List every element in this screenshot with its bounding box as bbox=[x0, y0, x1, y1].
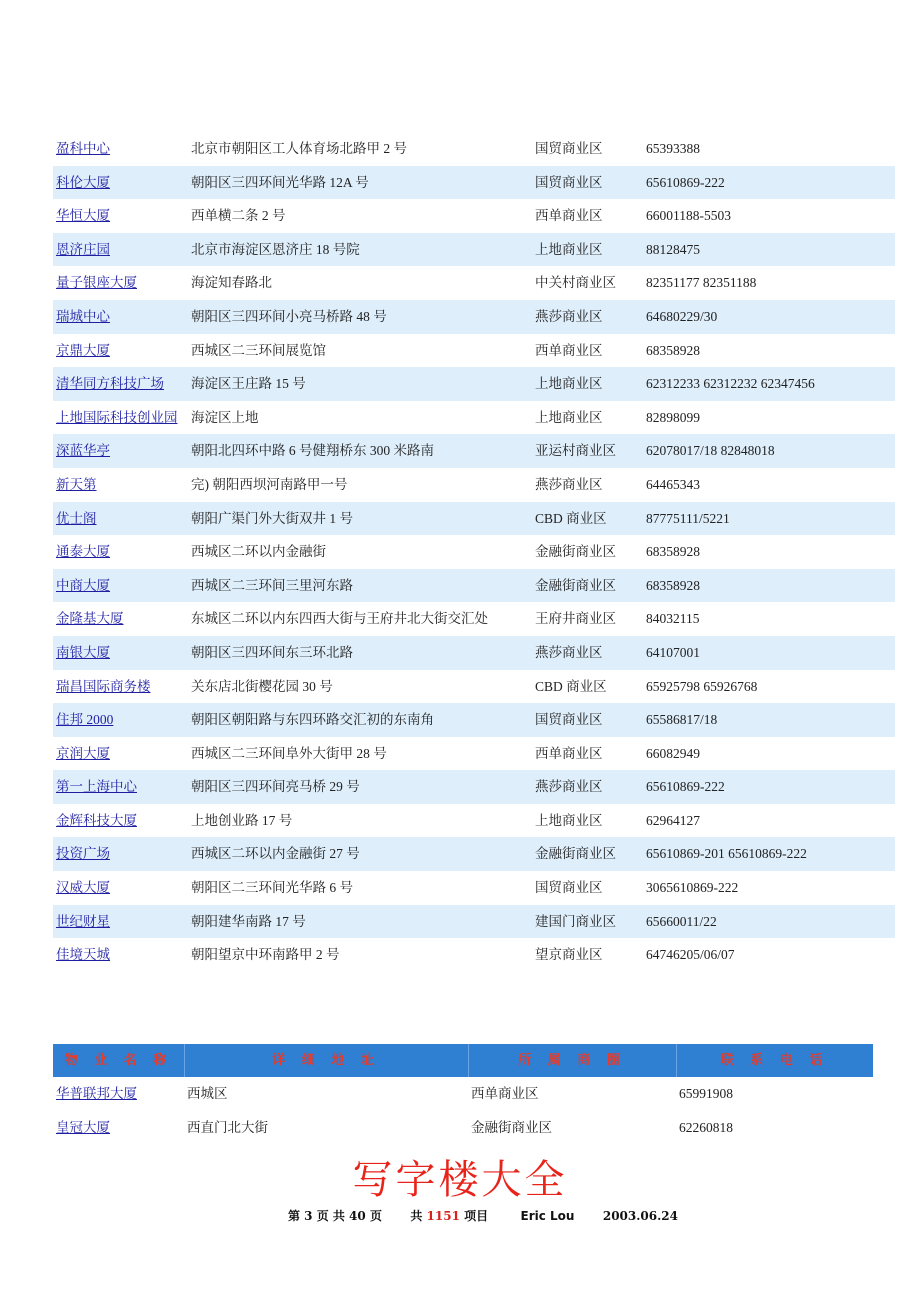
phone-cell: 64107001 bbox=[646, 644, 700, 660]
address-cell: 西城区二三环间三里河东路 bbox=[191, 577, 353, 593]
district-cell: 中关村商业区 bbox=[535, 275, 616, 291]
property-name-link[interactable]: 清华同方科技广场 bbox=[56, 376, 164, 392]
date: 2003.06.24 bbox=[602, 1209, 678, 1223]
phone-cell: 65610869-222 bbox=[646, 174, 725, 190]
table-row bbox=[53, 300, 895, 334]
phone-cell: 65925798 65926768 bbox=[646, 678, 758, 694]
phone-cell: 82351177 82351188 bbox=[646, 275, 757, 291]
table-row bbox=[53, 837, 895, 871]
address-cell: 朝阳区二三环间光华路 6 号 bbox=[191, 880, 353, 896]
phone-cell: 62078017/18 82848018 bbox=[646, 443, 775, 459]
header-name: 物 业 名 称 bbox=[53, 1044, 185, 1077]
header-district: 所 属 商 圈 bbox=[468, 1044, 677, 1077]
address-cell: 西单横二条 2 号 bbox=[191, 208, 286, 224]
property-name-link[interactable]: 通泰大厦 bbox=[56, 544, 110, 560]
address-cell: 海淀区王庄路 15 号 bbox=[191, 376, 306, 392]
phone-cell: 68358928 bbox=[646, 342, 700, 358]
table-row bbox=[53, 1111, 873, 1145]
address-cell: 海淀区上地 bbox=[191, 409, 259, 425]
property-name-link[interactable]: 中商大厦 bbox=[56, 577, 110, 593]
table-row bbox=[53, 535, 895, 569]
phone-cell: 68358928 bbox=[646, 544, 700, 560]
district-cell: 金融街商业区 bbox=[535, 544, 616, 560]
phone-cell: 84032115 bbox=[646, 611, 700, 627]
address-cell: 西直门北大街 bbox=[187, 1120, 268, 1135]
table-row bbox=[53, 770, 895, 804]
address-cell: 朝阳区三四环间小亮马桥路 48 号 bbox=[191, 308, 387, 324]
total-count: 1151 bbox=[426, 1209, 460, 1223]
table-row bbox=[53, 132, 895, 166]
phone-cell: 66082949 bbox=[646, 745, 700, 761]
table-row bbox=[53, 166, 895, 200]
property-name-link[interactable]: 优士阁 bbox=[56, 510, 97, 526]
district-cell: 建国门商业区 bbox=[535, 913, 616, 929]
district-cell: 燕莎商业区 bbox=[535, 644, 603, 660]
address-cell: 西城区二环以内金融街 27 号 bbox=[191, 846, 360, 862]
header-address: 详 细 地 址 bbox=[184, 1044, 469, 1077]
district-cell: 王府井商业区 bbox=[535, 611, 616, 627]
table-row bbox=[53, 334, 895, 368]
property-name-link[interactable]: 皇冠大厦 bbox=[56, 1120, 110, 1135]
table-row bbox=[53, 670, 895, 704]
total-prefix: 共 bbox=[410, 1209, 423, 1223]
phone-cell: 65586817/18 bbox=[646, 712, 718, 728]
property-name-link[interactable]: 汉威大厦 bbox=[56, 880, 110, 896]
table-row bbox=[53, 233, 895, 267]
property-name-link[interactable]: 恩济庄园 bbox=[56, 241, 110, 257]
table-row bbox=[53, 502, 895, 536]
total-suffix: 项目 bbox=[464, 1209, 489, 1223]
address-cell: 西城区二三环间展览馆 bbox=[191, 342, 326, 358]
district-cell: 燕莎商业区 bbox=[535, 779, 603, 795]
district-cell: 国贸商业区 bbox=[535, 712, 603, 728]
property-name-link[interactable]: 华恒大厦 bbox=[56, 208, 110, 224]
table-row bbox=[53, 1077, 873, 1111]
author: Eric Lou bbox=[520, 1209, 575, 1223]
address-cell: 关东店北街樱花园 30 号 bbox=[191, 678, 333, 694]
address-cell: 朝阳区三四环间亮马桥 29 号 bbox=[191, 779, 360, 795]
property-name-link[interactable]: 第一上海中心 bbox=[56, 779, 137, 795]
phone-cell: 64465343 bbox=[646, 476, 700, 492]
district-cell: 金融街商业区 bbox=[535, 846, 616, 862]
phone-cell: 64680229/30 bbox=[646, 308, 718, 324]
property-name-link[interactable]: 金隆基大厦 bbox=[56, 611, 124, 627]
page-title: 写字楼大全 bbox=[352, 1157, 568, 1203]
district-cell: 燕莎商业区 bbox=[535, 476, 603, 492]
district-cell: 金融街商业区 bbox=[471, 1120, 552, 1135]
table-row bbox=[53, 804, 895, 838]
phone-cell: 65610869-222 bbox=[646, 779, 725, 795]
property-name-link[interactable]: 投资广场 bbox=[56, 846, 110, 862]
address-cell: 朝阳望京中环南路甲 2 号 bbox=[191, 947, 340, 963]
phone-cell: 88128475 bbox=[646, 241, 700, 257]
district-cell: CBD 商业区 bbox=[535, 678, 607, 694]
page-indicator: 第 3 页 共 40 页 bbox=[288, 1209, 382, 1223]
phone-cell: 82898099 bbox=[646, 409, 700, 425]
property-name-link[interactable]: 京鼎大厦 bbox=[56, 342, 110, 358]
table-row bbox=[53, 703, 895, 737]
phone-cell: 66001188-5503 bbox=[646, 208, 731, 224]
table-row bbox=[53, 401, 895, 435]
property-name-link[interactable]: 南银大厦 bbox=[56, 644, 110, 660]
phone-cell: 65393388 bbox=[646, 141, 700, 156]
district-cell: 上地商业区 bbox=[535, 376, 603, 392]
district-cell: 西单商业区 bbox=[535, 745, 603, 761]
address-cell: 西城区二三环间阜外大街甲 28 号 bbox=[191, 745, 387, 761]
table-row bbox=[53, 468, 895, 502]
table-row bbox=[53, 636, 895, 670]
district-cell: CBD 商业区 bbox=[535, 510, 607, 526]
district-cell: 国贸商业区 bbox=[535, 141, 603, 156]
phone-cell: 64746205/06/07 bbox=[646, 947, 735, 963]
property-name-link[interactable]: 瑞城中心 bbox=[56, 308, 110, 324]
listing-table-bottom-body bbox=[53, 1077, 873, 1145]
property-name-link[interactable]: 瑞昌国际商务楼 bbox=[56, 678, 151, 694]
property-name-link[interactable]: 新天第 bbox=[56, 476, 97, 492]
phone-cell: 68358928 bbox=[646, 577, 700, 593]
listing-table-top bbox=[53, 132, 895, 972]
property-name-link[interactable]: 金辉科技大厦 bbox=[56, 812, 137, 828]
table-row bbox=[53, 602, 895, 636]
table-row bbox=[53, 266, 895, 300]
address-cell: 朝阳广渠门外大街双井 1 号 bbox=[191, 510, 353, 526]
table-row bbox=[53, 905, 895, 939]
table-row bbox=[53, 737, 895, 771]
page-footer bbox=[288, 1207, 678, 1224]
phone-cell: 87775111/5221 bbox=[646, 510, 730, 526]
property-name-link[interactable]: 盈科中心 bbox=[56, 141, 110, 156]
table-row bbox=[53, 199, 895, 233]
district-cell: 国贸商业区 bbox=[535, 174, 603, 190]
district-cell: 西单商业区 bbox=[535, 342, 603, 358]
address-cell: 东城区二环以内东四西大街与王府井北大街交汇处 bbox=[191, 611, 488, 627]
phone-cell: 62312233 62312232 62347456 bbox=[646, 376, 815, 392]
district-cell: 西单商业区 bbox=[471, 1086, 539, 1101]
district-cell: 西单商业区 bbox=[535, 208, 603, 224]
property-name-link[interactable]: 华普联邦大厦 bbox=[56, 1086, 137, 1101]
district-cell: 上地商业区 bbox=[535, 812, 603, 828]
address-cell: 完) 朝阳西坝河南路甲一号 bbox=[191, 476, 348, 492]
address-cell: 朝阳区朝阳路与东四环路交汇初的东南角 bbox=[191, 712, 434, 728]
address-cell: 朝阳区三四环间光华路 12A 号 bbox=[191, 174, 369, 190]
address-cell: 上地创业路 17 号 bbox=[191, 812, 293, 828]
phone-cell: 62964127 bbox=[646, 812, 700, 828]
phone-cell: 65991908 bbox=[679, 1086, 733, 1101]
phone-cell: 62260818 bbox=[679, 1120, 733, 1135]
address-cell: 朝阳北四环中路 6 号健翔桥东 300 米路南 bbox=[191, 443, 434, 459]
property-name-link[interactable]: 住邦 2000 bbox=[56, 712, 114, 728]
address-cell: 朝阳区三四环间东三环北路 bbox=[191, 644, 353, 660]
table-row bbox=[53, 938, 895, 972]
property-name-link[interactable]: 上地国际科技创业园 bbox=[56, 409, 178, 425]
phone-cell: 65610869-201 65610869-222 bbox=[646, 846, 807, 862]
property-name-link[interactable]: 佳境天城 bbox=[56, 947, 110, 963]
address-cell: 海淀知春路北 bbox=[191, 275, 272, 291]
property-name-link[interactable]: 量子银座大厦 bbox=[56, 275, 137, 291]
address-cell: 北京市朝阳区工人体育场北路甲 2 号 bbox=[191, 141, 407, 156]
listing-table-bottom bbox=[53, 1044, 873, 1145]
address-cell: 北京市海淀区恩济庄 18 号院 bbox=[191, 241, 360, 257]
table-row bbox=[53, 569, 895, 603]
property-name-link[interactable]: 深蓝华亭 bbox=[56, 443, 110, 459]
table-header bbox=[53, 1044, 873, 1077]
header-phone: 联 系 电 话 bbox=[720, 1053, 829, 1068]
table-row bbox=[53, 367, 895, 401]
district-cell: 上地商业区 bbox=[535, 241, 603, 257]
table-row bbox=[53, 871, 895, 905]
district-cell: 金融街商业区 bbox=[535, 577, 616, 593]
property-name-link[interactable]: 京润大厦 bbox=[56, 745, 110, 761]
address-cell: 西城区二环以内金融街 bbox=[191, 544, 326, 560]
district-cell: 燕莎商业区 bbox=[535, 308, 603, 324]
phone-cell: 65660011/22 bbox=[646, 913, 717, 929]
district-cell: 望京商业区 bbox=[535, 947, 603, 963]
district-cell: 上地商业区 bbox=[535, 409, 603, 425]
property-name-link[interactable]: 世纪财星 bbox=[56, 913, 110, 929]
address-cell: 西城区 bbox=[187, 1086, 228, 1101]
property-name-link[interactable]: 科伦大厦 bbox=[56, 174, 110, 190]
address-cell: 朝阳建华南路 17 号 bbox=[191, 913, 306, 929]
table-row bbox=[53, 434, 895, 468]
district-cell: 国贸商业区 bbox=[535, 880, 603, 896]
phone-cell: 3065610869-222 bbox=[646, 880, 739, 896]
district-cell: 亚运村商业区 bbox=[535, 443, 616, 459]
